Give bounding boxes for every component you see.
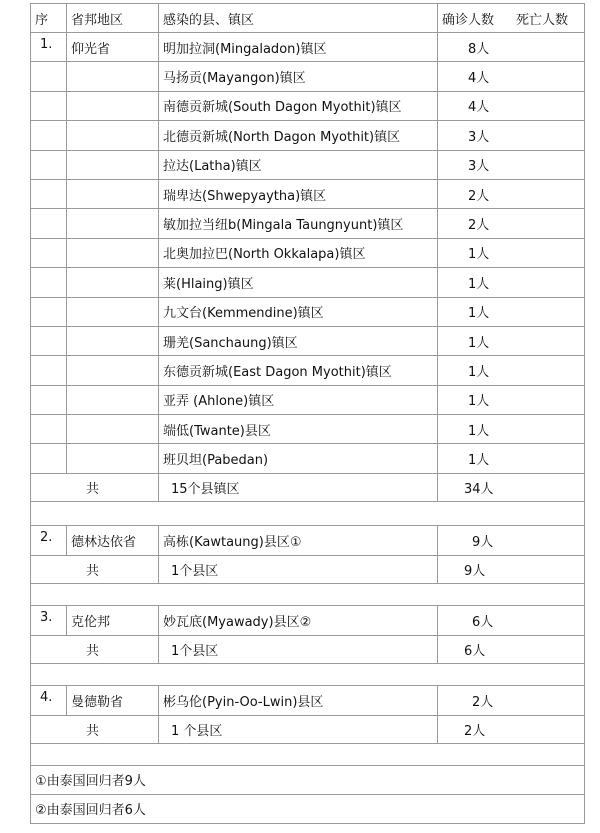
confirmed-cell: 2人 [438, 209, 585, 238]
spacer-row [31, 743, 585, 765]
table-row [31, 385, 585, 414]
district-cell: 敏加拉当纽b(Mingala Taungnyunt)镇区 [159, 209, 438, 238]
confirmed-cell: 3人 [438, 121, 585, 150]
confirmed-cell: 1人 [438, 356, 585, 385]
spacer-cell [31, 663, 585, 685]
seq-cell: 2. [31, 525, 67, 555]
confirmed-cell: 6人 [438, 605, 585, 635]
spacer-row [31, 583, 585, 605]
district-cell: 珊羌(Sanchaung)镇区 [159, 326, 438, 355]
total-label: 共 [31, 715, 159, 743]
seq-cell [31, 121, 67, 150]
table-row [31, 297, 585, 326]
region-cell [67, 385, 159, 414]
region-cell: 德林达依省 [67, 525, 159, 555]
total-confirmed: 2人 [438, 715, 585, 743]
spacer-cell [31, 501, 585, 525]
region-cell [67, 444, 159, 473]
note-row [31, 765, 585, 794]
seq-cell: 1. [31, 33, 67, 62]
region-cell [67, 179, 159, 208]
district-cell: 九文台(Kemmendine)镇区 [159, 297, 438, 326]
confirmed-cell: 1人 [438, 297, 585, 326]
confirmed-cell: 9人 [438, 525, 585, 555]
table-row [31, 62, 585, 91]
region-cell [67, 121, 159, 150]
table-row [31, 415, 585, 444]
total-label: 共 [31, 473, 159, 501]
confirmed-cell: 1人 [438, 385, 585, 414]
seq-cell: 3. [31, 605, 67, 635]
total-districts: 1个县区 [159, 555, 438, 583]
footnote-text: ②由泰国回归者6人 [31, 794, 585, 823]
district-cell: 拉达(Latha)镇区 [159, 150, 438, 179]
region-cell [67, 326, 159, 355]
region-cell: 仰光省 [67, 33, 159, 62]
table-row [31, 238, 585, 267]
header-region: 省邦地区 [67, 4, 159, 33]
note-row [31, 794, 585, 823]
table-row [31, 33, 585, 62]
district-cell: 南德贡新城(South Dagon Myothit)镇区 [159, 91, 438, 120]
district-cell: 明加拉洞(Mingaladon)镇区 [159, 33, 438, 62]
region-cell: 曼德勒省 [67, 685, 159, 715]
district-cell: 东德贡新城(East Dagon Myothit)镇区 [159, 356, 438, 385]
confirmed-cell: 1人 [438, 326, 585, 355]
footnote-text: ①由泰国回归者9人 [31, 765, 585, 794]
confirmed-cell: 3人 [438, 150, 585, 179]
total-confirmed: 6人 [438, 635, 585, 663]
seq-cell [31, 415, 67, 444]
confirmed-cell: 2人 [438, 179, 585, 208]
region-cell [67, 150, 159, 179]
total-row [31, 555, 585, 583]
header-confirmed: 确诊人数 [442, 12, 495, 28]
district-cell: 北德贡新城(North Dagon Myothit)镇区 [159, 121, 438, 150]
table-row [31, 91, 585, 120]
district-cell: 莱(Hlaing)镇区 [159, 268, 438, 297]
table-row [31, 121, 585, 150]
header-seq: 序 [31, 4, 67, 33]
region-cell: 克伦邦 [67, 605, 159, 635]
confirmed-cell: 1人 [438, 444, 585, 473]
table-row [31, 209, 585, 238]
district-cell: 马扬贡(Mayangon)镇区 [159, 62, 438, 91]
region-cell [67, 62, 159, 91]
confirmed-cell: 1人 [438, 268, 585, 297]
header-deaths: 死亡人数 [516, 12, 569, 28]
total-label: 共 [31, 555, 159, 583]
confirmed-cell: 8人 [438, 33, 585, 62]
seq-cell [31, 326, 67, 355]
table-row [31, 685, 585, 715]
total-districts: 1 个县区 [159, 715, 438, 743]
total-districts: 1个县区 [159, 635, 438, 663]
spacer-cell [31, 743, 585, 765]
district-cell: 高栋(Kawtaung)县区① [159, 525, 438, 555]
table-row [31, 268, 585, 297]
confirmed-cell: 1人 [438, 415, 585, 444]
district-cell: 端低(Twante)县区 [159, 415, 438, 444]
cases-table [30, 3, 585, 824]
region-cell [67, 209, 159, 238]
header-district: 感染的县、镇区 [159, 4, 438, 33]
region-cell [67, 268, 159, 297]
seq-cell [31, 209, 67, 238]
total-row [31, 715, 585, 743]
total-confirmed: 34人 [438, 473, 585, 501]
seq-cell [31, 268, 67, 297]
header-row [31, 4, 585, 33]
total-row [31, 635, 585, 663]
confirmed-cell: 2人 [438, 685, 585, 715]
seq-cell [31, 179, 67, 208]
table-row [31, 150, 585, 179]
header-counts [438, 4, 585, 33]
region-cell [67, 297, 159, 326]
confirmed-cell: 1人 [438, 238, 585, 267]
table-row [31, 525, 585, 555]
total-label: 共 [31, 635, 159, 663]
seq-cell [31, 356, 67, 385]
confirmed-cell: 4人 [438, 62, 585, 91]
seq-cell [31, 238, 67, 267]
region-cell [67, 415, 159, 444]
region-cell [67, 238, 159, 267]
district-cell: 彬乌伦(Pyin-Oo-Lwin)县区 [159, 685, 438, 715]
district-cell: 班贝坦(Pabedan) [159, 444, 438, 473]
table-row [31, 356, 585, 385]
district-cell: 亚弄 (Ahlone)镇区 [159, 385, 438, 414]
table-row [31, 605, 585, 635]
seq-cell [31, 91, 67, 120]
region-cell [67, 356, 159, 385]
table-row [31, 179, 585, 208]
seq-cell [31, 385, 67, 414]
total-row [31, 473, 585, 501]
region-cell [67, 91, 159, 120]
seq-cell [31, 150, 67, 179]
district-cell: 瑞卑达(Shwepyaytha)镇区 [159, 179, 438, 208]
seq-cell: 4. [31, 685, 67, 715]
total-confirmed: 9人 [438, 555, 585, 583]
table-row [31, 444, 585, 473]
seq-cell [31, 444, 67, 473]
spacer-row [31, 663, 585, 685]
district-cell: 妙瓦底(Myawady)县区② [159, 605, 438, 635]
total-districts: 15个县镇区 [159, 473, 438, 501]
seq-cell [31, 62, 67, 91]
spacer-row [31, 501, 585, 525]
spacer-cell [31, 583, 585, 605]
confirmed-cell: 4人 [438, 91, 585, 120]
seq-cell [31, 297, 67, 326]
table-row [31, 326, 585, 355]
district-cell: 北奥加拉巴(North Okkalapa)镇区 [159, 238, 438, 267]
